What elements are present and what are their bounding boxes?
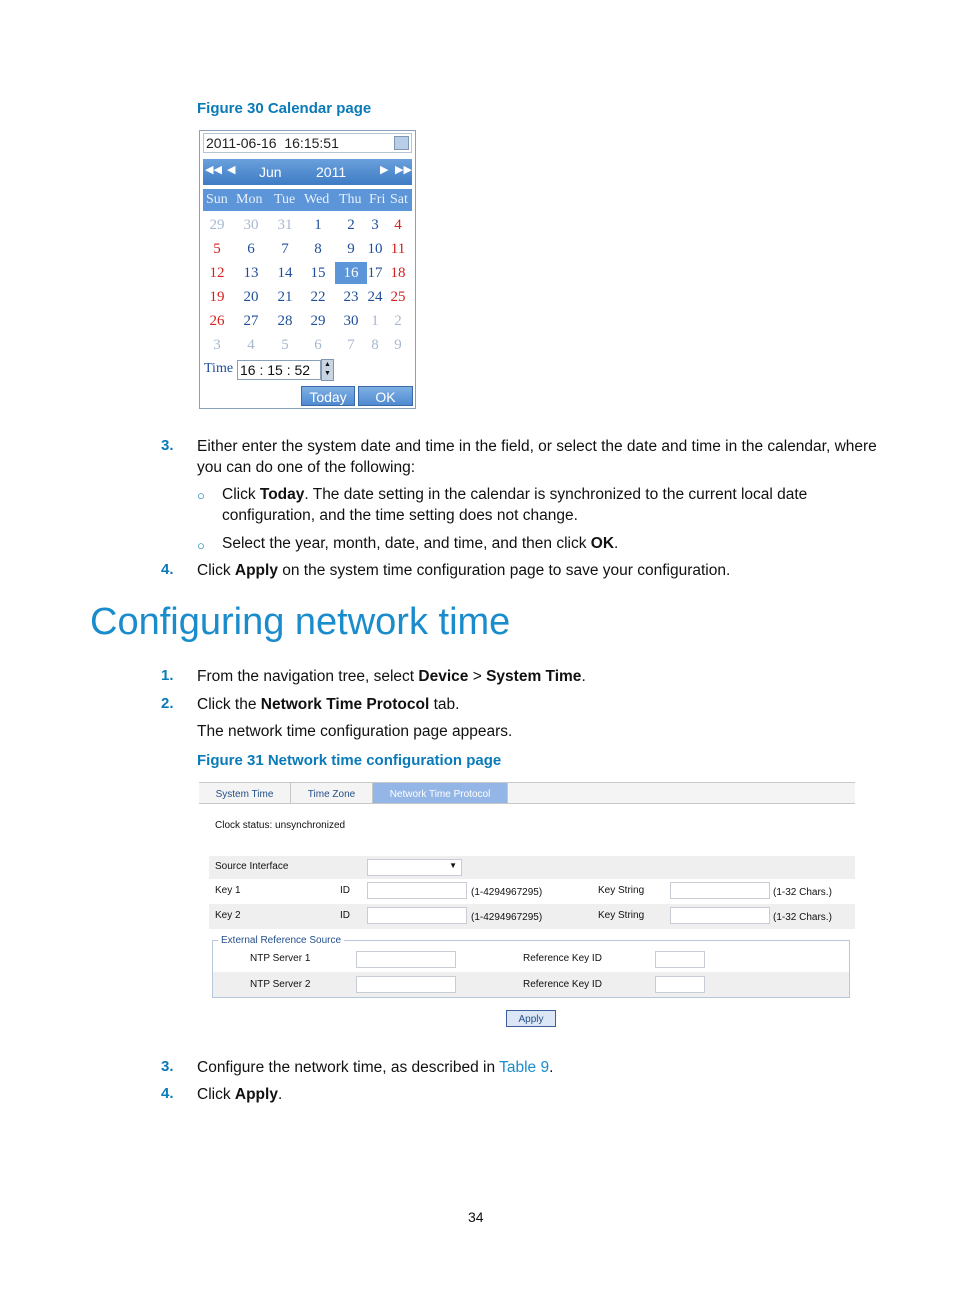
calendar-day[interactable]: 9	[347, 241, 355, 257]
first-year-icon[interactable]: ◀◀	[205, 164, 222, 176]
calendar-day[interactable]: 5	[213, 241, 221, 257]
calendar-day[interactable]: 25	[390, 289, 406, 305]
key-1-id-label: ID	[340, 885, 350, 896]
step-3-line-2: you can do one of the following:	[197, 459, 416, 476]
calendar-day[interactable]: 12	[209, 265, 225, 281]
calendar-day[interactable]: 11	[390, 241, 406, 257]
today-ref: Today	[259, 486, 305, 503]
tab-system-time[interactable]: System Time	[199, 783, 291, 803]
tab-network-time-protocol[interactable]: Network Time Protocol	[373, 783, 508, 803]
step-number: 4.	[161, 1085, 174, 1102]
calendar-day[interactable]: 2	[347, 217, 355, 233]
step-2-pre: Click the	[197, 696, 261, 713]
source-interface-select[interactable]	[367, 859, 462, 876]
datetime-field[interactable]	[203, 133, 412, 153]
step-4b-text	[197, 1084, 877, 1105]
key-2-id-input[interactable]	[367, 907, 467, 924]
step-number: 2.	[161, 695, 174, 712]
calendar-day[interactable]: 22	[310, 289, 326, 305]
reference-key-1-input[interactable]	[655, 951, 705, 968]
calendar-day[interactable]: 28	[277, 313, 293, 329]
step-3b-post: .	[549, 1059, 554, 1076]
sub-step-today-post: . The date setting in the calendar is synchronized to the current local date	[304, 486, 808, 503]
step-1-pre: From the navigation tree, select	[197, 668, 419, 685]
weekday-header	[203, 189, 412, 211]
step-2-note: The network time configuration page appears.	[197, 723, 513, 740]
calendar-day[interactable]: 27	[243, 313, 259, 329]
chevron-down-icon: ▼	[449, 861, 457, 870]
figure-31-caption: Figure 31 Network time configuration page	[197, 752, 502, 769]
ntp-tab-ref: Network Time Protocol	[260, 696, 430, 713]
sub-step-today-pre: Click	[222, 486, 260, 503]
key-1-string-input[interactable]	[670, 882, 770, 899]
apply-ref: Apply	[234, 562, 278, 579]
calendar-day[interactable]: 18	[390, 265, 406, 281]
step-number: 4.	[161, 561, 174, 578]
weekday-thu: Thu	[339, 192, 362, 207]
step-1-text	[197, 666, 877, 687]
source-interface-label: Source Interface	[215, 861, 289, 872]
step-1-post: .	[581, 668, 586, 685]
calendar-year[interactable]: 2011	[316, 164, 347, 180]
calendar-day[interactable]: 31	[277, 217, 293, 233]
sub-step-today-line-2: configuration, and the time setting does not change.	[222, 507, 578, 524]
calendar-day[interactable]: 16	[335, 262, 367, 284]
sub-step-ok-post: .	[614, 535, 619, 552]
calendar-day[interactable]: 7	[347, 337, 355, 353]
source-interface-row	[209, 856, 855, 879]
step-3b-text	[197, 1057, 877, 1078]
calendar-day[interactable]: 1	[314, 217, 322, 233]
key-2-id-range: (1-4294967295)	[471, 912, 543, 923]
key-1-label: Key 1	[215, 885, 241, 896]
step-2-text	[197, 694, 877, 715]
key-1-id-range: (1-4294967295)	[471, 887, 543, 898]
calendar-day[interactable]: 19	[209, 289, 225, 305]
step-2-post: tab.	[429, 696, 460, 713]
figure-30-caption: Figure 30 Calendar page	[197, 100, 372, 117]
step-3b-pre: Configure the network time, as described in	[197, 1059, 500, 1076]
datetime-value: 2011-06-16 16:15:51	[206, 135, 339, 151]
clock-status: Clock status: unsynchronized	[215, 820, 346, 831]
calendar-day[interactable]: 23	[343, 289, 359, 305]
page-number: 34	[468, 1209, 484, 1225]
calendar-day[interactable]: 4	[394, 217, 402, 233]
key-1-id-input[interactable]	[367, 882, 467, 899]
weekday-sun: Sun	[206, 192, 228, 207]
section-heading: Configuring network time	[90, 601, 511, 643]
step-4b-post: .	[277, 1086, 283, 1103]
step-number: 1.	[161, 667, 174, 684]
next-month-icon[interactable]: ▶	[380, 164, 389, 176]
device-ref: Device	[418, 668, 469, 685]
calendar-day[interactable]: 17	[367, 265, 383, 281]
calendar-day[interactable]: 13	[243, 265, 259, 281]
calendar-day[interactable]: 10	[367, 241, 383, 257]
sub-step-today	[222, 484, 872, 526]
key-2-string-input[interactable]	[670, 907, 770, 924]
step-4-text	[197, 560, 877, 581]
step-number: 3.	[161, 1058, 174, 1075]
external-reference-legend: External Reference Source	[218, 935, 344, 946]
calendar-day[interactable]: 5	[281, 337, 289, 353]
ntp-server-2-label: NTP Server 2	[250, 979, 311, 990]
sub-step-ok-pre: Select the year, month, date, and time, and then click	[222, 535, 591, 552]
weekday-tue: Tue	[274, 192, 296, 207]
key-1-string-label: Key String	[598, 885, 645, 896]
apply-ref-2: Apply	[234, 1086, 278, 1103]
calendar-nav-bar	[203, 159, 412, 185]
ntp-server-1-input[interactable]	[356, 951, 456, 968]
bullet-icon: ○	[197, 538, 205, 553]
reference-key-1-label: Reference Key ID	[523, 953, 602, 964]
key-2-id-label: ID	[340, 910, 350, 921]
step-number: 3.	[161, 437, 174, 454]
time-input[interactable]: 16 : 15 : 52	[237, 360, 321, 380]
calendar-day-grid	[200, 214, 415, 358]
time-spinner-icon[interactable]: ▲ ▼	[321, 359, 334, 381]
key-2-string-range: (1-32 Chars.)	[773, 912, 832, 923]
tab-bar	[199, 782, 855, 804]
ntp-server-2-input[interactable]	[356, 976, 456, 993]
calendar-day[interactable]: 30	[343, 313, 359, 329]
ok-button[interactable]: OK	[358, 386, 413, 406]
step-3-line-1: Either enter the system date and time in the field, or select the date and time in the calendar, where	[197, 438, 877, 455]
step-4b-pre: Click	[197, 1086, 235, 1103]
system-time-ref: System Time	[486, 668, 582, 685]
key-2-label: Key 2	[215, 910, 241, 921]
key-1-string-range: (1-32 Chars.)	[773, 887, 832, 898]
step-4-post: on the system time configuration page to save your configuration.	[277, 562, 731, 579]
calendar-day[interactable]: 9	[394, 337, 402, 353]
calendar-day[interactable]: 2	[394, 313, 402, 329]
sub-step-ok	[222, 533, 872, 554]
step-1-separator: >	[468, 668, 487, 685]
calendar-day[interactable]: 26	[209, 313, 225, 329]
calendar-day[interactable]: 3	[371, 217, 379, 233]
calendar-day[interactable]: 7	[281, 241, 289, 257]
calendar-day[interactable]: 24	[367, 289, 383, 305]
time-label: Time	[204, 361, 234, 376]
calendar-day[interactable]: 15	[310, 265, 326, 281]
calendar-day[interactable]: 8	[371, 337, 379, 353]
calendar-widget	[199, 130, 416, 409]
calendar-day[interactable]: 6	[247, 241, 255, 257]
reference-key-2-label: Reference Key ID	[523, 979, 602, 990]
calendar-day[interactable]: 1	[371, 313, 379, 329]
calendar-day[interactable]: 14	[277, 265, 293, 281]
key-2-string-label: Key String	[598, 910, 645, 921]
calendar-day[interactable]: 21	[277, 289, 293, 305]
ntp-server-1-label: NTP Server 1	[250, 953, 311, 964]
reference-key-2-input[interactable]	[655, 976, 705, 993]
calendar-day[interactable]: 20	[243, 289, 259, 305]
calendar-day[interactable]: 29	[310, 313, 326, 329]
calendar-day[interactable]: 8	[314, 241, 322, 257]
today-button[interactable]: Today	[301, 386, 355, 406]
last-year-icon[interactable]: ▶▶	[395, 164, 412, 176]
calendar-day[interactable]: 29	[209, 217, 225, 233]
calendar-day[interactable]: 3	[213, 337, 221, 353]
step-3-text	[197, 436, 877, 478]
weekday-fri: Fri	[369, 192, 386, 207]
weekday-mon: Mon	[236, 192, 263, 207]
ok-ref: OK	[590, 535, 615, 552]
weekday-sat: Sat	[390, 192, 408, 207]
calendar-icon[interactable]	[394, 136, 409, 150]
apply-button[interactable]: Apply	[506, 1010, 556, 1027]
bullet-icon: ○	[197, 488, 205, 503]
calendar-month[interactable]: Jun	[259, 164, 282, 180]
step-4-pre: Click	[197, 562, 235, 579]
calendar-day[interactable]: 30	[243, 217, 259, 233]
tab-time-zone[interactable]: Time Zone	[291, 783, 373, 803]
table-9-link[interactable]: Table 9	[499, 1059, 550, 1076]
prev-month-icon[interactable]: ◀	[227, 164, 236, 176]
calendar-day[interactable]: 6	[314, 337, 322, 353]
calendar-day[interactable]: 4	[247, 337, 255, 353]
weekday-wed: Wed	[304, 192, 330, 207]
